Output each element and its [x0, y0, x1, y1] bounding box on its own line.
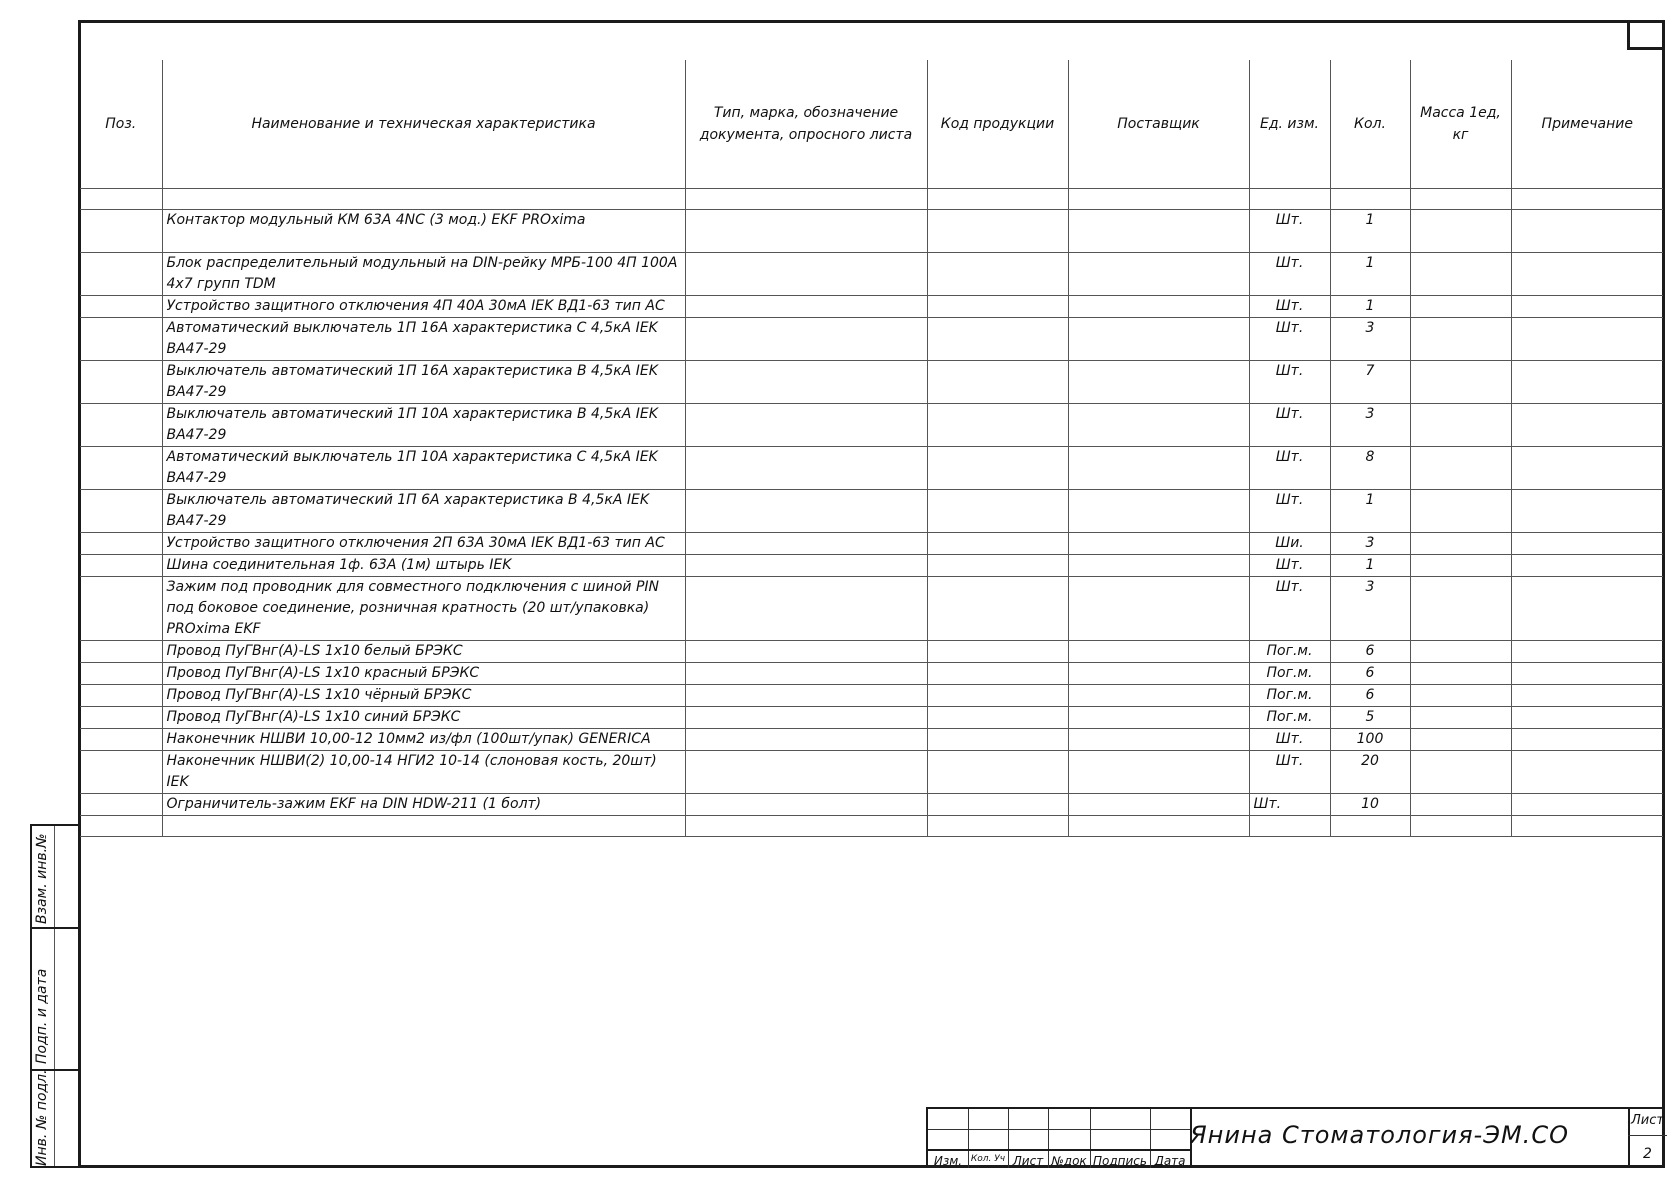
cell-pos: [80, 490, 162, 533]
cell-qty: 5: [1330, 707, 1410, 729]
cell-type: [685, 296, 927, 318]
cell-note: [1511, 751, 1663, 794]
cell-code: [927, 361, 1068, 404]
table-row: [80, 555, 1663, 577]
table-row: [80, 816, 1663, 837]
cell-qty: 1: [1330, 253, 1410, 296]
cell-note: [1511, 447, 1663, 490]
table-row: [80, 210, 1663, 253]
cell-unit: Шт.: [1249, 447, 1330, 490]
cell-note: [1511, 490, 1663, 533]
sheet-label: Лист: [1631, 1113, 1664, 1128]
side-stamp: [30, 824, 80, 1168]
cell-qty: 20: [1330, 751, 1410, 794]
cell-supplier: [1068, 707, 1249, 729]
cell-name: Выключатель автоматический 1П 10А характеристика В 4,5кА IEK ВА47-29: [162, 404, 685, 447]
tb-row-line: [1628, 1135, 1667, 1136]
table-row: [80, 729, 1663, 751]
tb-label-ndok: №док: [1051, 1154, 1087, 1168]
table-row: [80, 641, 1663, 663]
cell-type: [685, 490, 927, 533]
cell-pos: [80, 577, 162, 641]
cell-name: [162, 189, 685, 210]
podp-data-label: Подп. и дата: [34, 968, 50, 1064]
cell-unit: Шт.: [1249, 253, 1330, 296]
table-row: [80, 663, 1663, 685]
cell-pos: [80, 816, 162, 837]
cell-code: [927, 794, 1068, 816]
cell-qty: 3: [1330, 404, 1410, 447]
cell-mass: [1410, 447, 1511, 490]
header-mass: Масса 1ед, кг: [1410, 60, 1511, 189]
table-row: [80, 189, 1663, 210]
cell-type: [685, 318, 927, 361]
cell-note: [1511, 361, 1663, 404]
cell-unit: [1249, 189, 1330, 210]
cell-unit: Шт.: [1249, 318, 1330, 361]
specification-table: [80, 60, 1663, 837]
cell-type: [685, 751, 927, 794]
cell-qty: 1: [1330, 490, 1410, 533]
cell-pos: [80, 189, 162, 210]
cell-qty: 3: [1330, 533, 1410, 555]
cell-type: [685, 707, 927, 729]
cell-mass: [1410, 210, 1511, 253]
cell-note: [1511, 296, 1663, 318]
cell-pos: [80, 361, 162, 404]
cell-unit: Шт.: [1249, 729, 1330, 751]
cell-supplier: [1068, 447, 1249, 490]
side-stamp-divider: [54, 826, 55, 1166]
cell-name: Шина соединительная 1ф. 63А (1м) штырь IEK: [162, 555, 685, 577]
cell-name: Провод ПуГВнг(А)-LS 1х10 синий БРЭКС: [162, 707, 685, 729]
tb-label-izm: Изм.: [933, 1154, 963, 1168]
cell-qty: 1: [1330, 296, 1410, 318]
tb-row-line: [928, 1129, 1190, 1130]
cell-supplier: [1068, 641, 1249, 663]
cell-code: [927, 729, 1068, 751]
table-row: [80, 490, 1663, 533]
cell-pos: [80, 533, 162, 555]
cell-unit: Шт.: [1249, 210, 1330, 253]
cell-name: Автоматический выключатель 1П 16А характеристика С 4,5кА IEK ВА47-29: [162, 318, 685, 361]
table-row: [80, 404, 1663, 447]
cell-supplier: [1068, 751, 1249, 794]
cell-code: [927, 533, 1068, 555]
tb-label-kol: Кол. Уч: [970, 1154, 1006, 1164]
cell-mass: [1410, 555, 1511, 577]
header-unit: Ед. изм.: [1249, 60, 1330, 189]
cell-qty: 100: [1330, 729, 1410, 751]
cell-unit: Пог.м.: [1249, 663, 1330, 685]
cell-type: [685, 555, 927, 577]
vzam-inv-label: Взам. инв.№: [34, 833, 50, 924]
cell-qty: [1330, 816, 1410, 837]
cell-type: [685, 641, 927, 663]
cell-mass: [1410, 663, 1511, 685]
tb-label-podpis: Подпись: [1093, 1154, 1147, 1168]
cell-supplier: [1068, 577, 1249, 641]
cell-code: [927, 641, 1068, 663]
cell-mass: [1410, 577, 1511, 641]
frame-corner-box: [1627, 20, 1665, 50]
cell-pos: [80, 296, 162, 318]
cell-type: [685, 189, 927, 210]
cell-name: Выключатель автоматический 1П 6А характеристика В 4,5кА IEK ВА47-29: [162, 490, 685, 533]
cell-pos: [80, 794, 162, 816]
table-row: [80, 253, 1663, 296]
cell-name: Провод ПуГВнг(А)-LS 1х10 белый БРЭКС: [162, 641, 685, 663]
cell-name: Блок распределительный модульный на DIN-рейку МРБ-100 4П 100А 4х7 групп TDM: [162, 253, 685, 296]
cell-code: [927, 447, 1068, 490]
cell-supplier: [1068, 210, 1249, 253]
cell-mass: [1410, 685, 1511, 707]
cell-supplier: [1068, 189, 1249, 210]
cell-note: [1511, 533, 1663, 555]
cell-supplier: [1068, 490, 1249, 533]
cell-mass: [1410, 404, 1511, 447]
cell-unit: Шт.: [1249, 361, 1330, 404]
cell-pos: [80, 751, 162, 794]
cell-mass: [1410, 816, 1511, 837]
cell-type: [685, 663, 927, 685]
cell-mass: [1410, 318, 1511, 361]
cell-note: [1511, 729, 1663, 751]
cell-unit: Шт.: [1249, 490, 1330, 533]
cell-mass: [1410, 490, 1511, 533]
cell-pos: [80, 447, 162, 490]
header-type: Тип, марка, обозначение документа, опросного листа: [685, 60, 927, 189]
table-row: [80, 685, 1663, 707]
cell-note: [1511, 253, 1663, 296]
cell-code: [927, 685, 1068, 707]
table-row: [80, 751, 1663, 794]
header-supplier: Поставщик: [1068, 60, 1249, 189]
cell-type: [685, 404, 927, 447]
cell-qty: 1: [1330, 555, 1410, 577]
table-header-row: [80, 60, 1663, 189]
cell-supplier: [1068, 296, 1249, 318]
cell-note: [1511, 685, 1663, 707]
cell-mass: [1410, 361, 1511, 404]
cell-mass: [1410, 189, 1511, 210]
table-row: [80, 296, 1663, 318]
cell-pos: [80, 253, 162, 296]
cell-type: [685, 210, 927, 253]
cell-code: [927, 404, 1068, 447]
cell-code: [927, 555, 1068, 577]
cell-unit: Пог.м.: [1249, 685, 1330, 707]
cell-qty: 7: [1330, 361, 1410, 404]
document-title: Янина Стоматология-ЭМ.СО: [1190, 1121, 1569, 1149]
tb-label-data: Дата: [1154, 1154, 1186, 1168]
cell-name: Провод ПуГВнг(А)-LS 1х10 чёрный БРЭКС: [162, 685, 685, 707]
cell-name: Устройство защитного отключения 4П 40А 30мА IEK ВД1-63 тип АС: [162, 296, 685, 318]
cell-note: [1511, 404, 1663, 447]
cell-code: [927, 296, 1068, 318]
cell-name: Автоматический выключатель 1П 10А характеристика С 4,5кА IEK ВА47-29: [162, 447, 685, 490]
table-row: [80, 318, 1663, 361]
cell-qty: [1330, 189, 1410, 210]
table-row: [80, 361, 1663, 404]
cell-name: Провод ПуГВнг(А)-LS 1х10 красный БРЭКС: [162, 663, 685, 685]
cell-code: [927, 253, 1068, 296]
cell-note: [1511, 189, 1663, 210]
cell-type: [685, 685, 927, 707]
cell-pos: [80, 641, 162, 663]
cell-note: [1511, 641, 1663, 663]
cell-mass: [1410, 729, 1511, 751]
cell-type: [685, 729, 927, 751]
cell-name: Контактор модульный КМ 63А 4NC (3 мод.) EKF PROxima: [162, 210, 685, 253]
cell-type: [685, 577, 927, 641]
cell-supplier: [1068, 533, 1249, 555]
header-code: Код продукции: [927, 60, 1068, 189]
table-row: [80, 577, 1663, 641]
cell-note: [1511, 210, 1663, 253]
cell-mass: [1410, 296, 1511, 318]
cell-supplier: [1068, 318, 1249, 361]
cell-code: [927, 189, 1068, 210]
title-block: [926, 1107, 1665, 1168]
cell-supplier: [1068, 816, 1249, 837]
cell-type: [685, 447, 927, 490]
cell-qty: 8: [1330, 447, 1410, 490]
cell-type: [685, 533, 927, 555]
cell-note: [1511, 663, 1663, 685]
cell-unit: Пог.м.: [1249, 707, 1330, 729]
header-qty: Кол.: [1330, 60, 1410, 189]
cell-name: Выключатель автоматический 1П 16А характеристика В 4,5кА IEK ВА47-29: [162, 361, 685, 404]
cell-unit: Пог.м.: [1249, 641, 1330, 663]
cell-note: [1511, 577, 1663, 641]
cell-code: [927, 663, 1068, 685]
cell-pos: [80, 663, 162, 685]
side-stamp-border: [32, 927, 80, 929]
header-pos: Поз.: [80, 60, 162, 189]
cell-pos: [80, 729, 162, 751]
cell-name: Зажим под проводник для совместного подключения с шиной PIN под боковое соединение, розничная кратность (20 шт/упаковка) PROxima EKF: [162, 577, 685, 641]
cell-name: Наконечник НШВИ(2) 10,00-14 НГИ2 10-14 (слоновая кость, 20шт) IEK: [162, 751, 685, 794]
cell-supplier: [1068, 685, 1249, 707]
cell-pos: [80, 210, 162, 253]
cell-code: [927, 318, 1068, 361]
cell-type: [685, 816, 927, 837]
cell-code: [927, 816, 1068, 837]
cell-unit: Шт.: [1249, 794, 1330, 816]
table-row: [80, 447, 1663, 490]
cell-pos: [80, 555, 162, 577]
cell-type: [685, 361, 927, 404]
cell-mass: [1410, 794, 1511, 816]
table-row: [80, 794, 1663, 816]
cell-name: [162, 816, 685, 837]
cell-mass: [1410, 533, 1511, 555]
cell-supplier: [1068, 729, 1249, 751]
table-row: [80, 533, 1663, 555]
cell-type: [685, 253, 927, 296]
header-name: Наименование и техническая характеристика: [162, 60, 685, 189]
cell-note: [1511, 555, 1663, 577]
cell-mass: [1410, 641, 1511, 663]
cell-unit: Шт.: [1249, 555, 1330, 577]
cell-mass: [1410, 253, 1511, 296]
cell-unit: Шт.: [1249, 296, 1330, 318]
cell-supplier: [1068, 253, 1249, 296]
cell-unit: [1249, 816, 1330, 837]
cell-unit: Шт.: [1249, 751, 1330, 794]
cell-supplier: [1068, 663, 1249, 685]
cell-pos: [80, 707, 162, 729]
cell-unit: Шт.: [1249, 404, 1330, 447]
cell-code: [927, 490, 1068, 533]
cell-note: [1511, 794, 1663, 816]
cell-name: Ограничитель-зажим EKF на DIN HDW-211 (1 болт): [162, 794, 685, 816]
cell-note: [1511, 816, 1663, 837]
cell-qty: 1: [1330, 210, 1410, 253]
cell-qty: 10: [1330, 794, 1410, 816]
cell-supplier: [1068, 555, 1249, 577]
cell-code: [927, 210, 1068, 253]
cell-name: Устройство защитного отключения 2П 63А 30мА IEK ВД1-63 тип АС: [162, 533, 685, 555]
cell-code: [927, 577, 1068, 641]
cell-mass: [1410, 707, 1511, 729]
cell-unit: Ши.: [1249, 533, 1330, 555]
cell-supplier: [1068, 361, 1249, 404]
cell-qty: 3: [1330, 318, 1410, 361]
cell-qty: 3: [1330, 577, 1410, 641]
cell-pos: [80, 318, 162, 361]
tb-label-list: Лист: [1012, 1154, 1044, 1168]
inv-podl-label: Инв. № подл.: [34, 1069, 50, 1166]
cell-code: [927, 751, 1068, 794]
cell-mass: [1410, 751, 1511, 794]
cell-unit: Шт.: [1249, 577, 1330, 641]
cell-pos: [80, 404, 162, 447]
cell-qty: 6: [1330, 641, 1410, 663]
sheet-number: 2: [1643, 1146, 1652, 1162]
cell-note: [1511, 318, 1663, 361]
cell-pos: [80, 685, 162, 707]
table-row: [80, 707, 1663, 729]
header-note: Примечание: [1511, 60, 1663, 189]
cell-note: [1511, 707, 1663, 729]
cell-name: Наконечник НШВИ 10,00-12 10мм2 из/фл (100шт/упак) GENERICA: [162, 729, 685, 751]
cell-supplier: [1068, 794, 1249, 816]
cell-code: [927, 707, 1068, 729]
cell-type: [685, 794, 927, 816]
cell-qty: 6: [1330, 685, 1410, 707]
cell-qty: 6: [1330, 663, 1410, 685]
cell-supplier: [1068, 404, 1249, 447]
